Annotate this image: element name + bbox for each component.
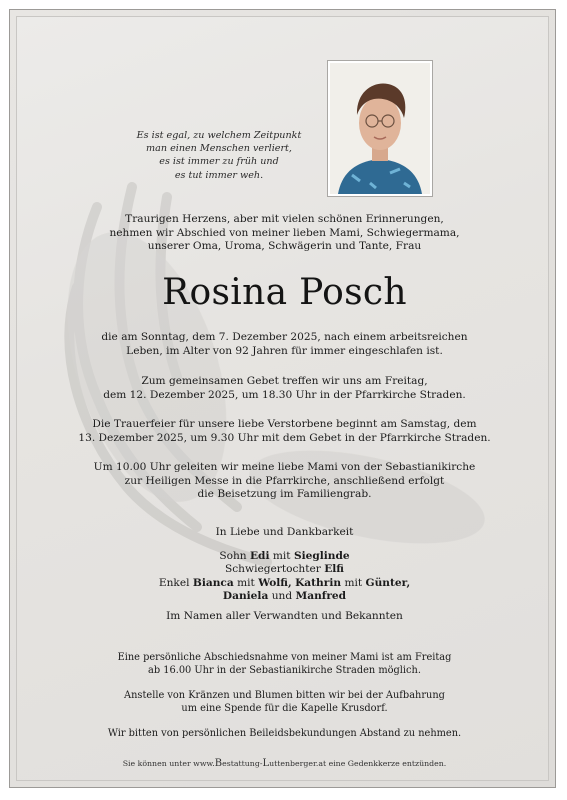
footer-text: Sie können unter www.	[122, 759, 215, 768]
intro-line: Traurigen Herzens, aber mit vielen schönen Erinnerungen,	[125, 213, 444, 225]
death-line: Leben, im Alter von 92 Jahren für immer eingeschlafen ist.	[126, 344, 443, 357]
procession-notice	[17, 461, 549, 502]
mourners-heading: In Liebe und Dankbarkeit	[215, 526, 354, 538]
son-partner-name: Sieglinde	[293, 549, 350, 562]
intro-line: nehmen wir Abschied von meiner lieben Mami, Schwiegermama,	[109, 226, 460, 239]
daughter-in-law-line	[17, 563, 549, 577]
with-text: mit	[272, 549, 291, 562]
flowers-line: um eine Spende für die Kapelle Krusdorf.	[181, 703, 388, 714]
procession-line: zur Heiligen Messe in die Pfarrkirche, anschließend erfolgt	[124, 474, 445, 487]
son-line	[17, 550, 549, 564]
farewell-line: ab 16.00 Uhr in der Sebastianikirche Straden möglich.	[148, 665, 421, 676]
obituary-card	[9, 9, 556, 788]
flowers-notice	[17, 689, 549, 715]
prayer-notice	[17, 375, 549, 402]
with-text: mit	[344, 576, 363, 589]
relatives-line: Im Namen aller Verwandten und Bekannten	[166, 609, 403, 622]
footer-text: L	[262, 758, 270, 769]
footer-text: estattung-	[222, 759, 263, 768]
obituary-paper	[16, 16, 549, 781]
funeral-line: Die Trauerfeier für unsere liebe Verstorbene beginnt am Samstag, dem	[92, 418, 477, 430]
son-name: Edi	[249, 549, 270, 562]
procession-line: Um 10.00 Uhr geleiten wir meine liebe Mami von der Sebastianikirche	[93, 461, 476, 473]
intro-line: unserer Oma, Uroma, Schwägerin und Tante, Frau	[147, 240, 422, 253]
grandchild-name: Bianca	[192, 576, 234, 589]
portrait-photo	[328, 61, 432, 196]
grandchild-partner-name: Wolfi	[258, 576, 289, 589]
grandchildren-line-2	[17, 590, 549, 604]
funeral-notice	[17, 418, 549, 445]
mourners-list	[17, 526, 549, 624]
condolences-notice: Wir bitten von persönlichen Beileidsbekundungen Abstand zu nehmen.	[107, 728, 462, 739]
farewell-line: Eine persönliche Abschiedsnahme von meiner Mami ist am Freitag	[117, 652, 452, 663]
with-text: mit	[237, 576, 255, 589]
portrait-image	[330, 63, 430, 194]
son-prefix: Sohn	[219, 549, 247, 562]
deceased-name: Rosina Posch	[162, 272, 407, 313]
footer-text: uttenberger.at eine Gedenkkerze entzünden.	[269, 759, 447, 768]
intro-text	[17, 213, 549, 254]
death-line: die am Sonntag, dem 7. Dezember 2025, nach einem arbeitsreichen	[101, 331, 468, 343]
grandchild-name: Daniela	[222, 590, 269, 603]
quote-line: es ist immer zu früh und	[159, 156, 279, 168]
funeral-line: 13. Dezember 2025, um 9.30 Uhr mit dem Gebet in der Pfarrkirche Straden.	[78, 431, 491, 444]
prayer-line: Zum gemeinsamen Gebet treffen wir uns am Freitag,	[141, 375, 428, 387]
grandchild-name: Manfred	[295, 590, 347, 603]
daughter-in-law-prefix: Schwiegertochter	[224, 563, 321, 576]
farewell-notice	[17, 651, 549, 677]
footer-text: B	[214, 758, 223, 769]
flowers-line: Anstelle von Kränzen und Blumen bitten wir bei der Aufbahrung	[124, 690, 445, 701]
quote-line: Es ist egal, zu welchem Zeitpunkt	[136, 130, 302, 141]
grandchildren-line: Enkel Bianca mit Wolfi, Kathrin mit Günter,	[158, 576, 411, 589]
grandchild-partner-name: Günter	[365, 576, 407, 589]
grandchildren-prefix: Enkel	[158, 576, 190, 589]
grandchild-name: Kathrin	[295, 576, 342, 589]
procession-line: die Beisetzung im Familiengrab.	[197, 488, 372, 501]
death-notice	[17, 331, 549, 358]
and-text: und	[271, 590, 293, 603]
memorial-quote	[129, 129, 309, 182]
daughter-in-law-name: Elfi	[324, 563, 345, 576]
quote-line: es tut immer weh.	[174, 169, 264, 181]
comma: ,	[288, 576, 292, 589]
prayer-line: dem 12. Dezember 2025, um 18.30 Uhr in der Pfarrkirche Straden.	[103, 388, 466, 401]
candle-link-footer	[17, 758, 549, 769]
quote-line: man einen Menschen verliert,	[146, 143, 292, 155]
